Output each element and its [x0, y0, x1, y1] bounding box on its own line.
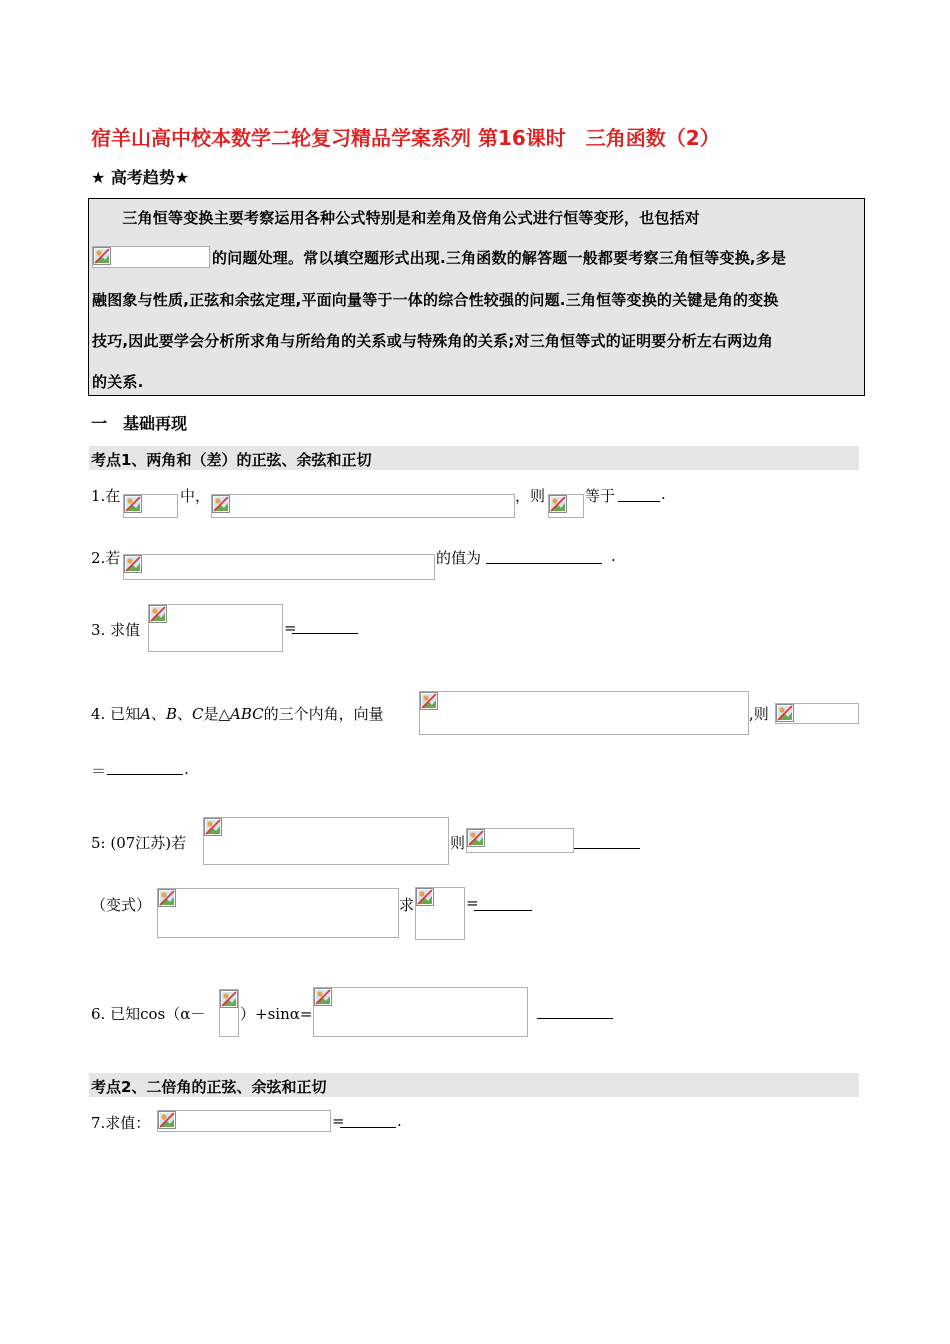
q1-text-b: 中， [180, 487, 211, 505]
q4-formula-1 [419, 691, 749, 735]
broken-image-icon [149, 605, 167, 623]
formula-image [92, 246, 210, 268]
kaodian-2-band [89, 1073, 859, 1097]
q4-text-l: . [184, 760, 189, 778]
q5-formula-2 [466, 828, 574, 853]
trend-line-5: 的关系. [92, 373, 144, 391]
broken-image-icon [158, 1111, 176, 1129]
q1-formula-1 [123, 494, 178, 518]
broken-image-icon [776, 704, 794, 722]
q6-text-a: 6. 已知cos（α－ [91, 1005, 206, 1023]
q3-text-b: = [284, 619, 297, 637]
kaodian-2-title: 考点2、二倍角的正弦、余弦和正切 [91, 1078, 327, 1096]
q2-formula [123, 554, 435, 580]
q7-text-b: = [332, 1112, 345, 1130]
q4-answer-blank[interactable] [107, 774, 183, 775]
q1-text-e: . [661, 485, 666, 503]
q5-formula-1 [203, 817, 449, 865]
q1-formula-2 [211, 494, 515, 518]
q2-answer-blank[interactable] [486, 563, 602, 564]
trend-line-1: 三角恒等变换主要考察运用各种公式特别是和差角及倍角公式进行恒等变形，也包括对 [92, 209, 701, 227]
q5-text-a: 5: (07江苏)若 [91, 834, 187, 852]
trend-line-3: 融图象与性质,正弦和余弦定理,平面向量等于一体的综合性较强的问题.三角恒等变换的关键是角的变换 [92, 291, 779, 309]
q7-answer-blank[interactable] [340, 1127, 396, 1128]
q5-answer-blank[interactable] [574, 848, 640, 849]
broken-image-icon [124, 495, 142, 513]
q1-answer-blank[interactable] [618, 501, 660, 502]
broken-image-icon [416, 888, 434, 906]
broken-image-icon [420, 692, 438, 710]
q4-text-j: ,则 [749, 705, 769, 723]
q6-formula-2 [313, 987, 528, 1037]
section-heading: 一 基础再现 [91, 414, 188, 433]
broken-image-icon [549, 495, 567, 513]
trend-line-4: 技巧,因此要学会分析所求角与所给角的关系或与特殊角的关系;对三角恒等式的证明要分析左右两边角 [92, 332, 773, 350]
q1-formula-3 [548, 494, 584, 518]
q5v-formula-1 [157, 888, 399, 938]
q7-text-a: 7.求值： [91, 1114, 151, 1132]
q1-text-a: 1.在 [91, 487, 121, 505]
broken-image-icon [220, 990, 238, 1008]
q2-text-c: . [611, 547, 616, 565]
q2-text-b: 的值为 [436, 549, 482, 567]
q5v-formula-2 [415, 887, 465, 940]
q3-formula [148, 604, 283, 652]
q1-text-c: ，则 [515, 487, 546, 505]
trend-line-2: 的问题处理。常以填空题形式出现.三角函数的解答题一般都要考察三角恒等变换,多是 [212, 249, 787, 267]
q3-answer-blank[interactable] [292, 633, 358, 634]
q6-formula-1 [219, 989, 239, 1037]
trend-box [88, 198, 865, 396]
q4-formula-2 [775, 703, 859, 724]
broken-image-icon [467, 829, 485, 847]
broken-image-icon [158, 889, 176, 907]
page-title: 宿羊山高中校本数学二轮复习精品学案系列 第16课时 三角函数（2） [91, 126, 720, 150]
q6-text-b: ）+sinα= [240, 1005, 313, 1023]
kaodian-1-band [89, 446, 859, 470]
q4-text: 4. 已知A、B、C是△ABC的三个内角，向量 [91, 705, 384, 723]
broken-image-icon [314, 988, 332, 1006]
q7-text-c: . [397, 1112, 402, 1130]
broken-image-icon [93, 247, 111, 265]
broken-image-icon [124, 555, 142, 573]
q3-text-a: 3. 求值 [91, 621, 141, 639]
broken-image-icon [204, 818, 222, 836]
q2-text-a: 2.若 [91, 549, 121, 567]
trend-heading: ★ 高考趋势★ [91, 168, 190, 187]
q5v-text-c: = [466, 894, 479, 912]
q1-text-d: 等于 [585, 487, 616, 505]
q5-text-b: 则 [450, 834, 466, 852]
kaodian-1-title: 考点1、两角和（差）的正弦、余弦和正切 [91, 451, 372, 469]
q5v-text-b: 求 [399, 896, 415, 914]
broken-image-icon [212, 495, 230, 513]
q7-formula [157, 1110, 331, 1132]
q5v-answer-blank[interactable] [474, 910, 532, 911]
q4-text-k: ＝ [91, 762, 107, 780]
q6-answer-blank[interactable] [537, 1018, 613, 1019]
q5v-text-a: （变式） [91, 896, 152, 914]
